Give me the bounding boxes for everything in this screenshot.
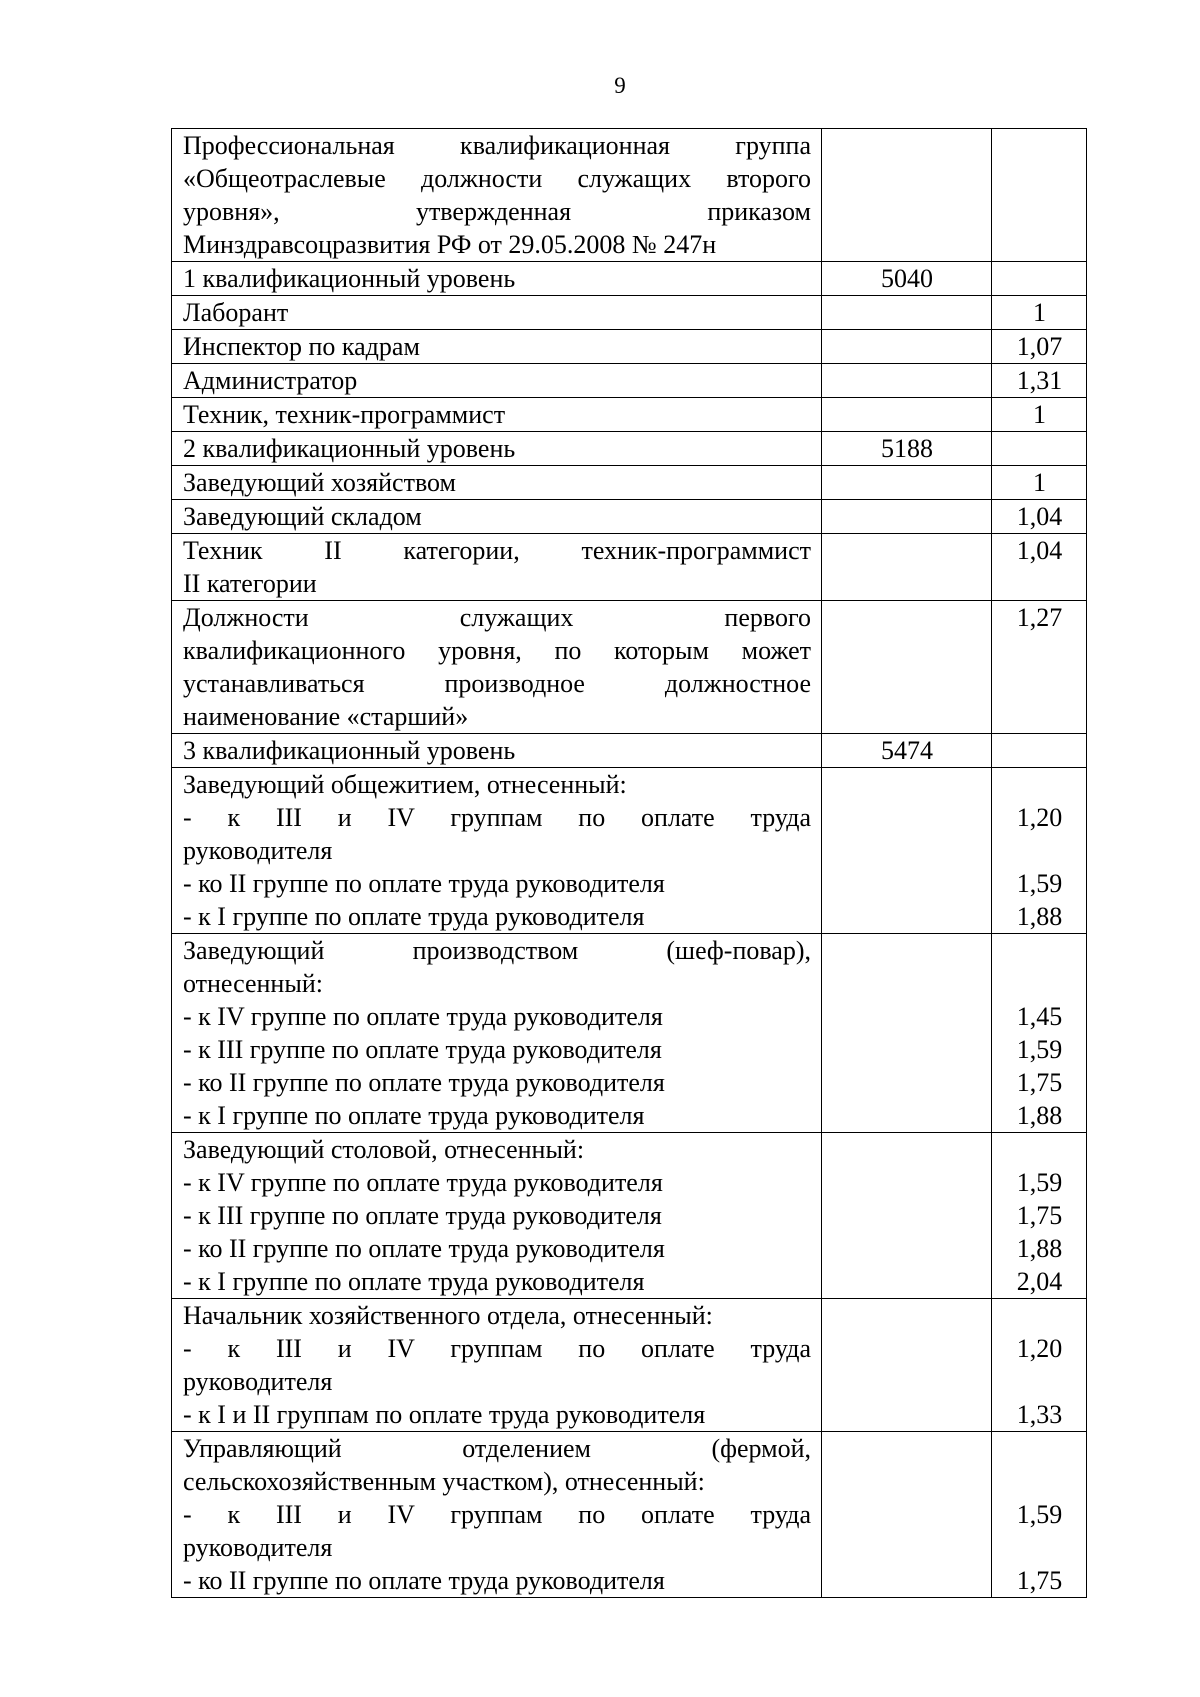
position-name-cell	[172, 262, 822, 296]
position-name-line: Техник II категории, техник-программист	[183, 536, 811, 565]
base-salary-value: 5188	[881, 434, 933, 463]
base-salary-cell	[822, 330, 992, 364]
position-name-line: наименование «старший»	[183, 702, 469, 731]
coefficient-cell	[992, 768, 1087, 934]
position-name-cell	[172, 1432, 822, 1598]
table-row	[172, 364, 1087, 398]
coefficient-value: 1,45	[1016, 1002, 1063, 1031]
coefficient-value: 1,59	[1016, 1168, 1063, 1197]
salary-table	[171, 128, 1087, 1598]
position-name-cell	[172, 534, 822, 601]
position-name-line: - ко II группе по оплате труда руководителя	[183, 869, 665, 898]
coefficient-value: 1,88	[1016, 902, 1063, 931]
coefficient-value: 1,07	[1016, 332, 1063, 361]
coefficient-cell	[992, 1299, 1087, 1432]
position-name-line: Начальник хозяйственного отдела, отнесенный:	[183, 1301, 713, 1330]
coefficient-value: 1,75	[1016, 1566, 1063, 1595]
coefficient-value	[1003, 1531, 1076, 1564]
position-name-line: отнесенный:	[183, 969, 323, 998]
table-row	[172, 934, 1087, 1133]
coefficient-value: 1,04	[1016, 502, 1063, 531]
table-row	[172, 432, 1087, 466]
coefficient-cell	[992, 296, 1087, 330]
position-name-line: - ко II группе по оплате труда руководителя	[183, 1068, 665, 1097]
table-row	[172, 500, 1087, 534]
position-name-line: руководителя	[183, 836, 333, 865]
coefficient-cell	[992, 1432, 1087, 1598]
coefficient-cell	[992, 500, 1087, 534]
position-name-line: II категории	[183, 569, 317, 598]
position-name-line: Заведующий общежитием, отнесенный:	[183, 770, 627, 799]
position-name-line: - к III и IV группам по оплате труда	[183, 1500, 811, 1529]
coefficient-cell	[992, 1133, 1087, 1299]
position-name-cell	[172, 364, 822, 398]
position-name-cell	[172, 129, 822, 262]
table-row	[172, 1432, 1087, 1598]
position-name-line: Заведующий хозяйством	[183, 468, 456, 497]
position-name-cell	[172, 1133, 822, 1299]
position-name-cell	[172, 296, 822, 330]
position-name-line: устанавливаться производное должностное	[183, 669, 811, 698]
page-number: 9	[614, 73, 626, 98]
coefficient-value: 1,20	[1016, 803, 1063, 832]
table-row	[172, 398, 1087, 432]
position-name-cell	[172, 432, 822, 466]
position-name-cell	[172, 500, 822, 534]
base-salary-cell	[822, 500, 992, 534]
base-salary-value: 5474	[881, 736, 933, 765]
coefficient-value	[1003, 1365, 1076, 1398]
coefficient-value: 1,59	[1016, 1500, 1063, 1529]
position-name-line: руководителя	[183, 1533, 333, 1562]
position-name-line: - к III группе по оплате труда руководителя	[183, 1201, 662, 1230]
coefficient-value: 1	[1033, 468, 1046, 497]
coefficient-value: 1,20	[1016, 1334, 1063, 1363]
position-name-line: Инспектор по кадрам	[183, 332, 420, 361]
coefficient-cell	[992, 534, 1087, 601]
coefficient-cell	[992, 330, 1087, 364]
base-salary-cell	[822, 934, 992, 1133]
base-salary-value	[833, 1432, 981, 1465]
base-salary-value	[833, 398, 981, 431]
coefficient-value	[1003, 1299, 1076, 1332]
coefficient-value	[1003, 934, 1076, 967]
coefficient-value: 1,88	[1016, 1234, 1063, 1263]
position-name-line: Управляющий отделением (фермой,	[183, 1434, 811, 1463]
coefficient-value	[1003, 834, 1076, 867]
base-salary-cell	[822, 601, 992, 734]
table-body	[172, 129, 1087, 1598]
position-name-line: Заведующий столовой, отнесенный:	[183, 1135, 585, 1164]
position-name-cell	[172, 398, 822, 432]
coefficient-cell	[992, 934, 1087, 1133]
base-salary-cell	[822, 768, 992, 934]
base-salary-cell	[822, 1299, 992, 1432]
position-name-cell	[172, 466, 822, 500]
position-name-line: Должности служащих первого	[183, 603, 811, 632]
coefficient-value	[1003, 768, 1076, 801]
base-salary-value	[833, 129, 981, 162]
position-name-cell	[172, 1299, 822, 1432]
position-name-line: - ко II группе по оплате труда руководителя	[183, 1234, 665, 1263]
coefficient-value	[1003, 1432, 1076, 1465]
base-salary-value	[833, 466, 981, 499]
base-salary-value	[833, 364, 981, 397]
position-name-line: квалификационного уровня, по которым может	[183, 636, 811, 665]
position-name-cell	[172, 934, 822, 1133]
coefficient-cell	[992, 432, 1087, 466]
position-name-line: - к III и IV группам по оплате труда	[183, 1334, 811, 1363]
coefficient-cell	[992, 466, 1087, 500]
table-row	[172, 330, 1087, 364]
position-name-line: - к I группе по оплате труда руководителя	[183, 1267, 645, 1296]
base-salary-cell	[822, 534, 992, 601]
base-salary-cell	[822, 734, 992, 768]
position-name-line: - к I группе по оплате труда руководителя	[183, 1101, 645, 1130]
position-name-line: сельскохозяйственным участком), отнесенный:	[183, 1467, 705, 1496]
position-name-cell	[172, 601, 822, 734]
table-row	[172, 734, 1087, 768]
position-name-line: 2 квалификационный уровень	[183, 434, 516, 463]
base-salary-value	[833, 330, 981, 363]
position-name-line: Техник, техник-программист	[183, 400, 506, 429]
position-name-line: - к III группе по оплате труда руководителя	[183, 1035, 662, 1064]
base-salary-cell	[822, 296, 992, 330]
coefficient-cell	[992, 398, 1087, 432]
coefficient-value	[1003, 1133, 1076, 1166]
coefficient-value	[1003, 967, 1076, 1000]
base-salary-cell	[822, 364, 992, 398]
table-row	[172, 262, 1087, 296]
table-row	[172, 129, 1087, 262]
coefficient-value: 1,88	[1016, 1101, 1063, 1130]
position-name-line: 1 квалификационный уровень	[183, 264, 516, 293]
coefficient-value: 1,04	[1016, 536, 1063, 565]
position-name-line: Администратор	[183, 366, 358, 395]
coefficient-value: 1,59	[1016, 869, 1063, 898]
position-name-line: - к I группе по оплате труда руководителя	[183, 902, 645, 931]
position-name-cell	[172, 734, 822, 768]
base-salary-cell	[822, 262, 992, 296]
coefficient-value: 1,33	[1016, 1400, 1063, 1429]
coefficient-cell	[992, 129, 1087, 262]
table-row	[172, 601, 1087, 734]
base-salary-value: 5040	[881, 264, 933, 293]
position-name-line: - ко II группе по оплате труда руководителя	[183, 1566, 665, 1595]
base-salary-value	[833, 1299, 981, 1332]
position-name-line: - к I и II группам по оплате труда руководителя	[183, 1400, 706, 1429]
position-name-line: «Общеотраслевые должности служащих второго	[183, 164, 811, 193]
position-name-line: Заведующий складом	[183, 502, 422, 531]
coefficient-value	[1003, 1465, 1076, 1498]
position-name-line: Заведующий производством (шеф-повар),	[183, 936, 811, 965]
table-row	[172, 1299, 1087, 1432]
base-salary-value	[833, 601, 981, 634]
coefficient-value: 1	[1033, 400, 1046, 429]
position-name-line: - к III и IV группам по оплате труда	[183, 803, 811, 832]
coefficient-cell	[992, 364, 1087, 398]
coefficient-cell	[992, 601, 1087, 734]
base-salary-cell	[822, 398, 992, 432]
position-name-line: руководителя	[183, 1367, 333, 1396]
coefficient-value: 1	[1033, 298, 1046, 327]
table-row	[172, 768, 1087, 934]
position-name-line: Минздравсоцразвития РФ от 29.05.2008 № 247н	[183, 230, 717, 259]
position-name-line: уровня», утвержденная приказом	[183, 197, 811, 226]
base-salary-value	[833, 500, 981, 533]
table-row	[172, 296, 1087, 330]
coefficient-value: 1,75	[1016, 1068, 1063, 1097]
base-salary-cell	[822, 1133, 992, 1299]
base-salary-value	[833, 768, 981, 801]
base-salary-cell	[822, 1432, 992, 1598]
base-salary-value	[833, 534, 981, 567]
table-row	[172, 1133, 1087, 1299]
base-salary-cell	[822, 129, 992, 262]
position-name-line: Лаборант	[183, 298, 289, 327]
table-row	[172, 534, 1087, 601]
table-row	[172, 466, 1087, 500]
base-salary-value	[833, 1133, 981, 1166]
base-salary-value	[833, 934, 981, 967]
position-name-line: Профессиональная квалификационная группа	[183, 131, 811, 160]
base-salary-value	[833, 296, 981, 329]
coefficient-cell	[992, 262, 1087, 296]
coefficient-cell	[992, 734, 1087, 768]
coefficient-value: 2,04	[1016, 1267, 1063, 1296]
position-name-line: 3 квалификационный уровень	[183, 736, 516, 765]
position-name-line: - к IV группе по оплате труда руководителя	[183, 1168, 663, 1197]
base-salary-cell	[822, 466, 992, 500]
position-name-cell	[172, 330, 822, 364]
coefficient-value: 1,27	[1016, 603, 1063, 632]
position-name-cell	[172, 768, 822, 934]
position-name-line: - к IV группе по оплате труда руководителя	[183, 1002, 663, 1031]
coefficient-value: 1,59	[1016, 1035, 1063, 1064]
coefficient-value: 1,31	[1016, 366, 1063, 395]
coefficient-value: 1,75	[1016, 1201, 1063, 1230]
base-salary-cell	[822, 432, 992, 466]
